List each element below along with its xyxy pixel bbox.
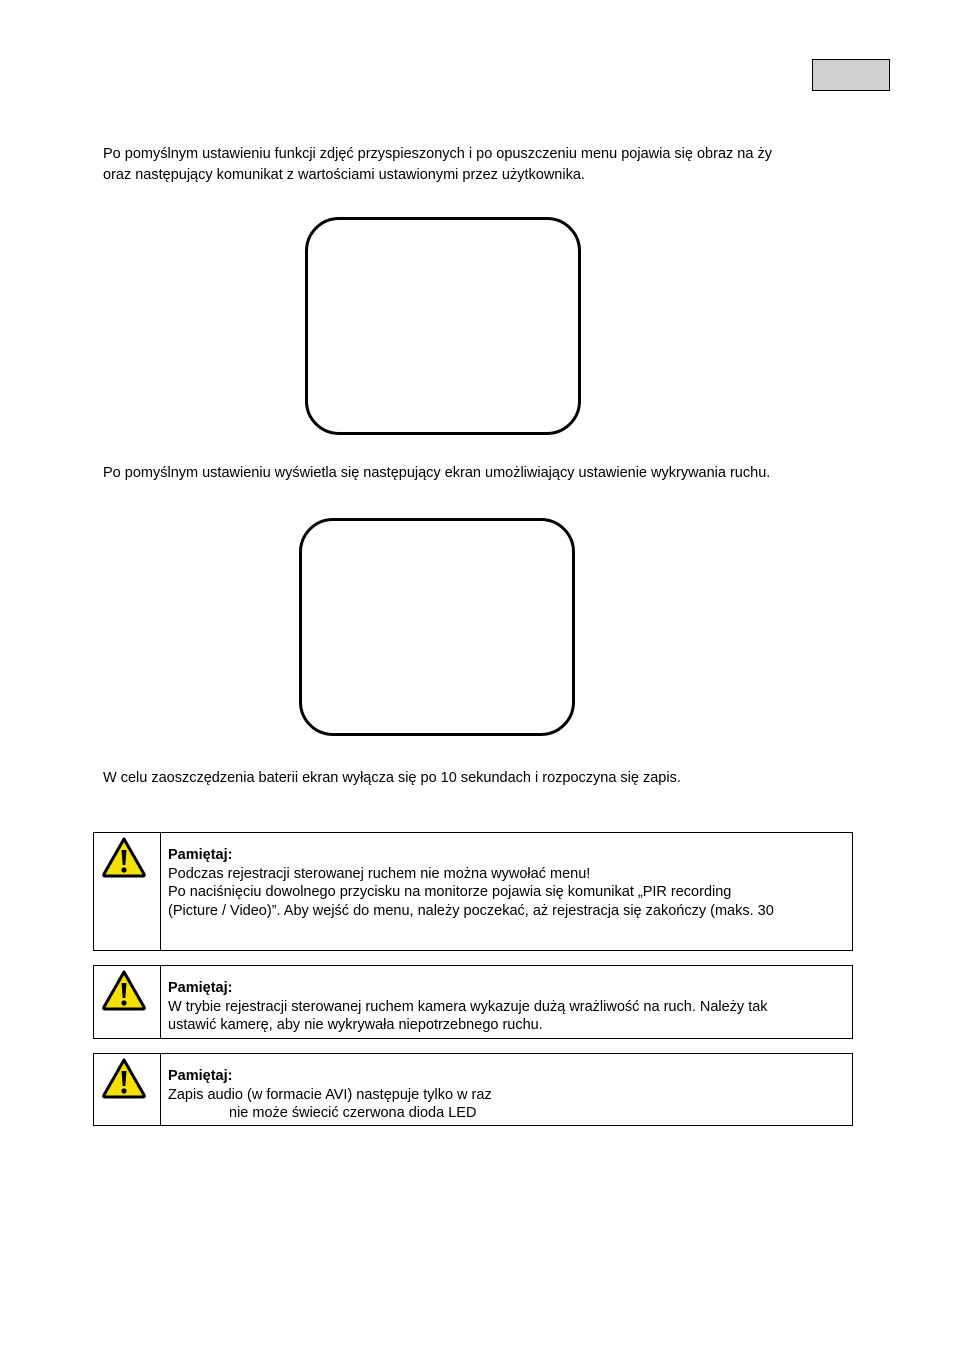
note-box-audio-recording bbox=[93, 1053, 853, 1126]
note-icon-cell bbox=[94, 833, 161, 950]
note-icon-cell bbox=[94, 1054, 161, 1125]
warning-icon bbox=[101, 969, 147, 1011]
warning-icon bbox=[101, 836, 147, 878]
note-box-menu-during-recording bbox=[93, 832, 853, 951]
paragraph-timelapse-line2: oraz następujący komunikat z wartościami ustawionymi przez użytkownika. bbox=[103, 167, 585, 183]
paragraph-motion-setup: Po pomyślnym ustawieniu wyświetla się następujący ekran umożliwiający ustawienie wykrywania ruchu. bbox=[103, 465, 771, 481]
note-icon-cell bbox=[94, 966, 161, 1038]
warning-icon bbox=[101, 1057, 147, 1099]
note-line: nie może świecić czerwona dioda LED bbox=[229, 1105, 477, 1121]
note-line: ustawić kamerę, aby nie wykrywała niepotrzebnego ruchu. bbox=[168, 1017, 543, 1033]
note-line: Zapis audio (w formacie AVI) następuje tylko w raz bbox=[168, 1086, 492, 1103]
note-title: Pamiętaj: bbox=[168, 980, 233, 996]
paragraph-timelapse-line1: Po pomyślnym ustawieniu funkcji zdjęć przyspieszonych i po opuszczeniu menu pojawia się obraz na ży bbox=[103, 146, 772, 162]
note-line: (Picture / Video)”. Aby wejść do menu, należy poczekać, aż rejestracja się zakończy (maks. 30 bbox=[168, 902, 774, 919]
monitor-screen-placeholder-timelapse bbox=[305, 217, 581, 435]
note-line: W trybie rejestracji sterowanej ruchem kamera wykazuje dużą wrażliwość na ruch. Należy tak bbox=[168, 998, 768, 1015]
note-line: Podczas rejestracji sterowanej ruchem nie można wywołać menu! bbox=[168, 865, 591, 882]
paragraph-battery-save: W celu zaoszczędzenia baterii ekran wyłącza się po 10 sekundach i rozpoczyna się zapis. bbox=[103, 770, 681, 786]
monitor-screen-placeholder-motion bbox=[299, 518, 575, 736]
note-title: Pamiętaj: bbox=[168, 847, 233, 863]
note-line: Po naciśnięciu dowolnego przycisku na monitorze pojawia się komunikat „PIR recording bbox=[168, 884, 732, 900]
note-title: Pamiętaj: bbox=[168, 1068, 233, 1084]
note-box-motion-sensitivity bbox=[93, 965, 853, 1039]
language-tab-box bbox=[812, 59, 890, 91]
